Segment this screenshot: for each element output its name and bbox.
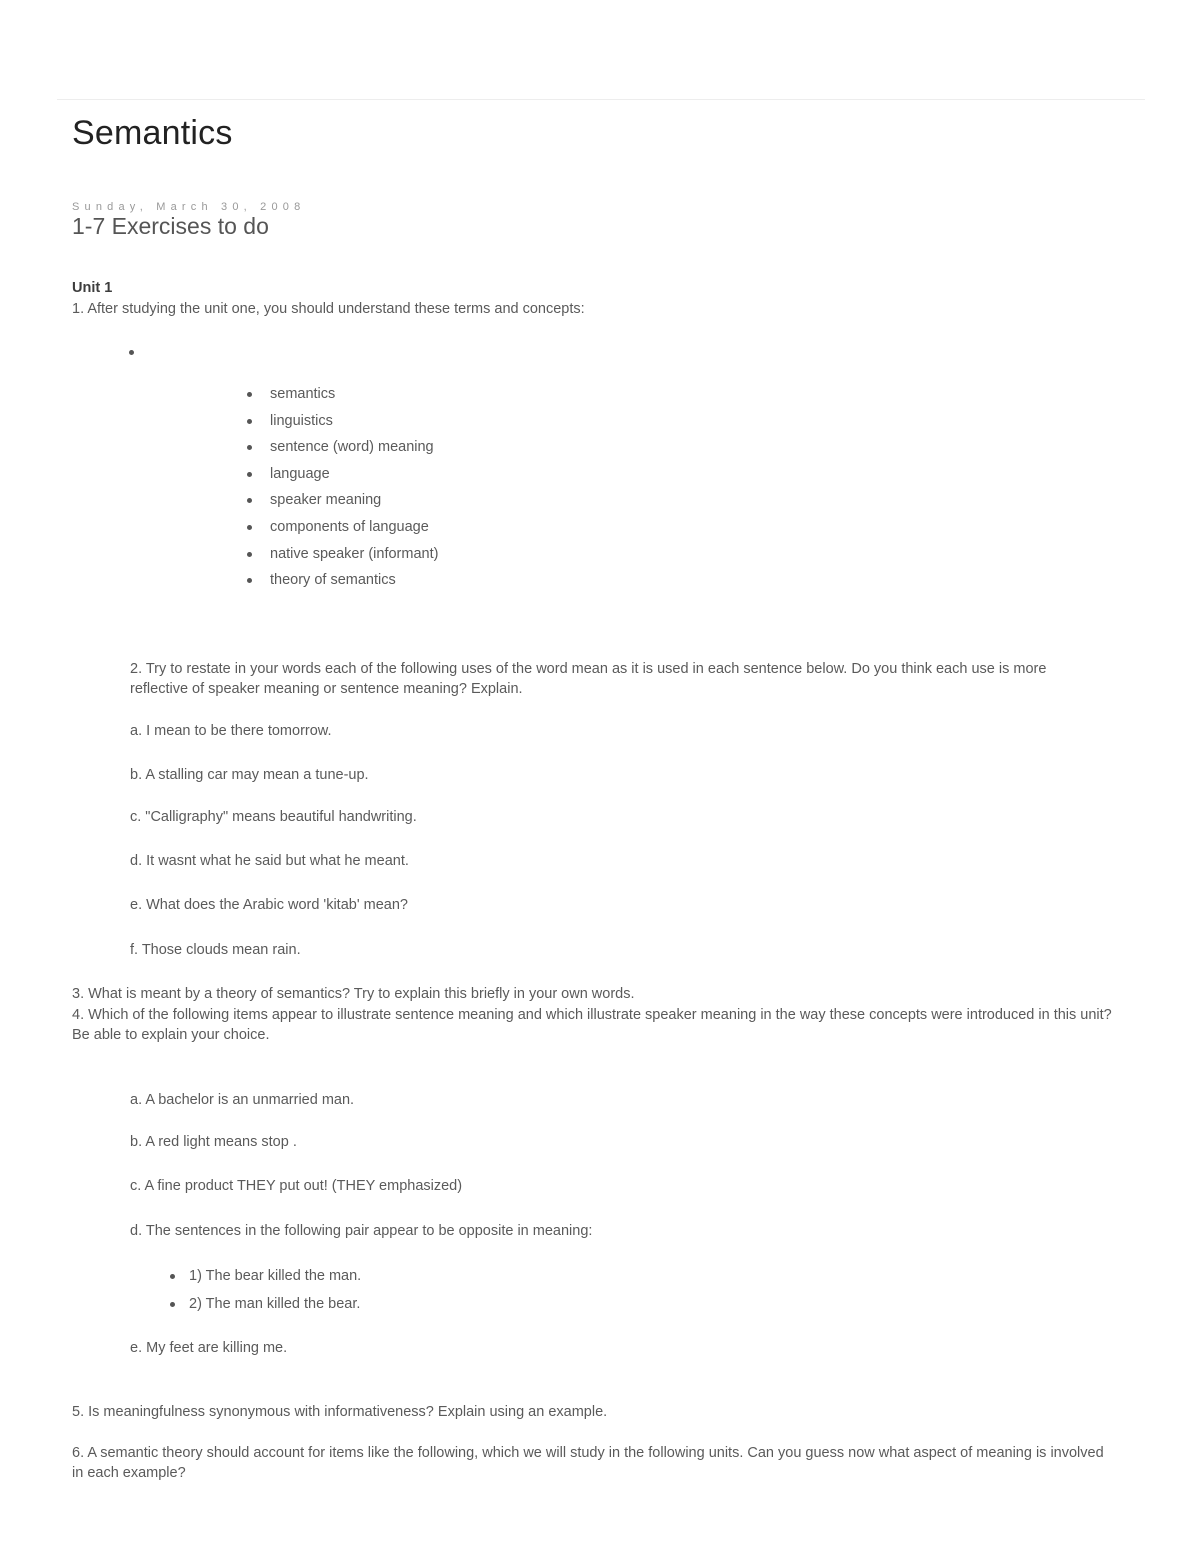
q2-option-e: e. What does the Arabic word 'kitab' mean? [130, 897, 408, 913]
post-date: Sunday, March 30, 2008 [72, 201, 306, 213]
q4-option-c: c. A fine product THEY put out! (THEY emphasized) [130, 1178, 463, 1194]
question-5: 5. Is meaningfulness synonymous with informativeness? Explain using an example. [72, 1404, 608, 1420]
q2-option-a: a. I mean to be there tomorrow. [130, 723, 332, 739]
unit-heading: Unit 1 [72, 280, 113, 296]
question-1: 1. After studying the unit one, you should understand these terms and concepts: [72, 301, 585, 317]
list-item: 1) The bear killed the man. [168, 1266, 361, 1294]
q4-option-e: e. My feet are killing me. [130, 1340, 288, 1356]
list-item: speaker meaning [245, 490, 438, 517]
list-item: theory of semantics [245, 570, 438, 597]
question-3: 3. What is meant by a theory of semantics? Try to explain this briefly in your own words. [72, 986, 635, 1002]
q4-option-b: b. A red light means stop . [130, 1134, 297, 1150]
q2-option-b: b. A stalling car may mean a tune-up. [130, 767, 369, 783]
list-item: 2) The man killed the bear. [168, 1294, 361, 1322]
blog-title[interactable]: Semantics [72, 114, 233, 152]
q2-option-c: c. "Calligraphy" means beautiful handwriting. [130, 809, 417, 825]
question-2: 2. Try to restate in your words each of the following uses of the word mean as it is used in each sentence below. Do you think each use is more reflective of speaker meaning or sentence meaning? Explain. [130, 661, 1047, 697]
sentence-pair-list [168, 1266, 361, 1322]
header-divider [57, 99, 1145, 100]
question-4: 4. Which of the following items appear to illustrate sentence meaning and which illustrate speaker meaning in the way these concepts were introduced in this unit? Be able to explain your choice. [72, 1007, 1112, 1043]
empty-list-bullet [129, 350, 134, 355]
list-item: linguistics [245, 411, 438, 438]
question-6: 6. A semantic theory should account for items like the following, which we will study in the following units. Can you guess now what aspect of meaning is involved in each example? [72, 1445, 1104, 1481]
list-item: native speaker (informant) [245, 544, 438, 571]
q4-option-d: d. The sentences in the following pair appear to be opposite in meaning: [130, 1223, 593, 1239]
post-title[interactable]: 1-7 Exercises to do [72, 213, 269, 239]
list-item: components of language [245, 517, 438, 544]
terms-list [245, 384, 438, 597]
list-item: semantics [245, 384, 438, 411]
list-item: language [245, 464, 438, 491]
q4-option-a: a. A bachelor is an unmarried man. [130, 1092, 355, 1108]
list-item: sentence (word) meaning [245, 437, 438, 464]
q2-option-f: f. Those clouds mean rain. [130, 942, 301, 958]
q2-option-d: d. It wasnt what he said but what he meant. [130, 853, 409, 869]
